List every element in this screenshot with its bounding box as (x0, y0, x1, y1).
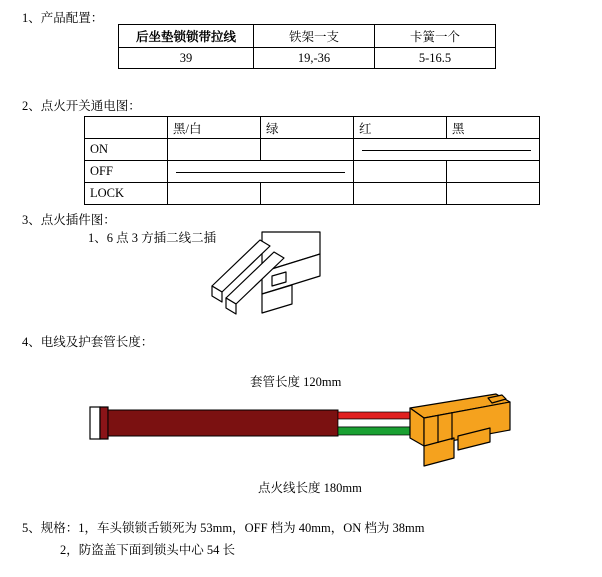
wire-harness-diagram (86, 392, 526, 482)
table-cell (354, 161, 447, 183)
table-header-cell: 绿 (261, 117, 354, 139)
section-5-line2: 2，防盗盖下面到锁头中心 54 长 (60, 543, 236, 557)
section-4-heading (22, 332, 153, 350)
table-cell (447, 183, 540, 205)
wire-left-terminal (100, 407, 108, 439)
table-cell: 5-16.5 (375, 48, 496, 69)
section-2-title: 点火开关通电图： (40, 99, 141, 113)
table-header-cell: 卡簧一个 (375, 25, 496, 48)
product-config-table (118, 24, 496, 69)
table-cell (447, 161, 540, 183)
table-row (85, 139, 540, 161)
table-row (85, 161, 540, 183)
table-header-cell: 黑/白 (168, 117, 261, 139)
table-header-cell-blank (85, 117, 168, 139)
ignition-wire-length-caption: 点火线长度 180mm (258, 481, 362, 495)
section-5-heading (22, 518, 424, 536)
table-row (119, 48, 496, 69)
ignition-switch-table (84, 116, 540, 205)
section-2-heading (22, 96, 141, 114)
wire-green (338, 427, 410, 435)
section-1-heading (22, 8, 103, 26)
arrow-red-to-black (354, 139, 540, 161)
double-arrow-icon (176, 172, 345, 173)
sleeve-length-caption: 套管长度 120mm (250, 375, 342, 389)
wire-left-cap (90, 407, 100, 439)
wire-sleeve (108, 410, 338, 436)
table-row (119, 25, 496, 48)
table-row (85, 117, 540, 139)
section-3-heading (22, 210, 116, 228)
section-5-line1: 1，车头锁锁舌锁死为 53mm，OFF 档为 40mm，ON 档为 38mm (78, 521, 425, 535)
table-header-cell: 红 (354, 117, 447, 139)
section-5-number: 5、 (22, 521, 41, 535)
table-header-cell: 铁架一支 (254, 25, 375, 48)
connector-diagram (200, 228, 340, 328)
section-1-title: 产品配置： (40, 11, 104, 25)
table-header-cell: 黑 (447, 117, 540, 139)
section-4-number: 4、 (22, 335, 41, 349)
row-label-lock: LOCK (85, 183, 168, 205)
wire-red (338, 412, 410, 419)
table-cell (261, 183, 354, 205)
table-cell (168, 139, 261, 161)
section-2-number: 2、 (22, 99, 41, 113)
section-3-title: 点火插件图： (40, 213, 116, 227)
table-cell: 39 (119, 48, 254, 69)
row-label-on: ON (85, 139, 168, 161)
table-header-cell: 后坐垫锁锁带拉线 (119, 25, 254, 48)
section-4-title: 电线及护套管长度： (40, 335, 154, 349)
table-cell (354, 183, 447, 205)
table-cell (261, 139, 354, 161)
arrow-blackwhite-to-green (168, 161, 354, 183)
table-row (85, 183, 540, 205)
section-5-title: 规格： (40, 521, 79, 535)
section-3-number: 3、 (22, 213, 41, 227)
table-cell (168, 183, 261, 205)
section-3-subtitle: 1、6 点 3 方插二线二插 (88, 231, 217, 245)
double-arrow-icon (362, 150, 531, 151)
wire-white (338, 419, 410, 427)
table-cell: 19,-36 (254, 48, 375, 69)
section-1-number: 1、 (22, 11, 41, 25)
row-label-off: OFF (85, 161, 168, 183)
